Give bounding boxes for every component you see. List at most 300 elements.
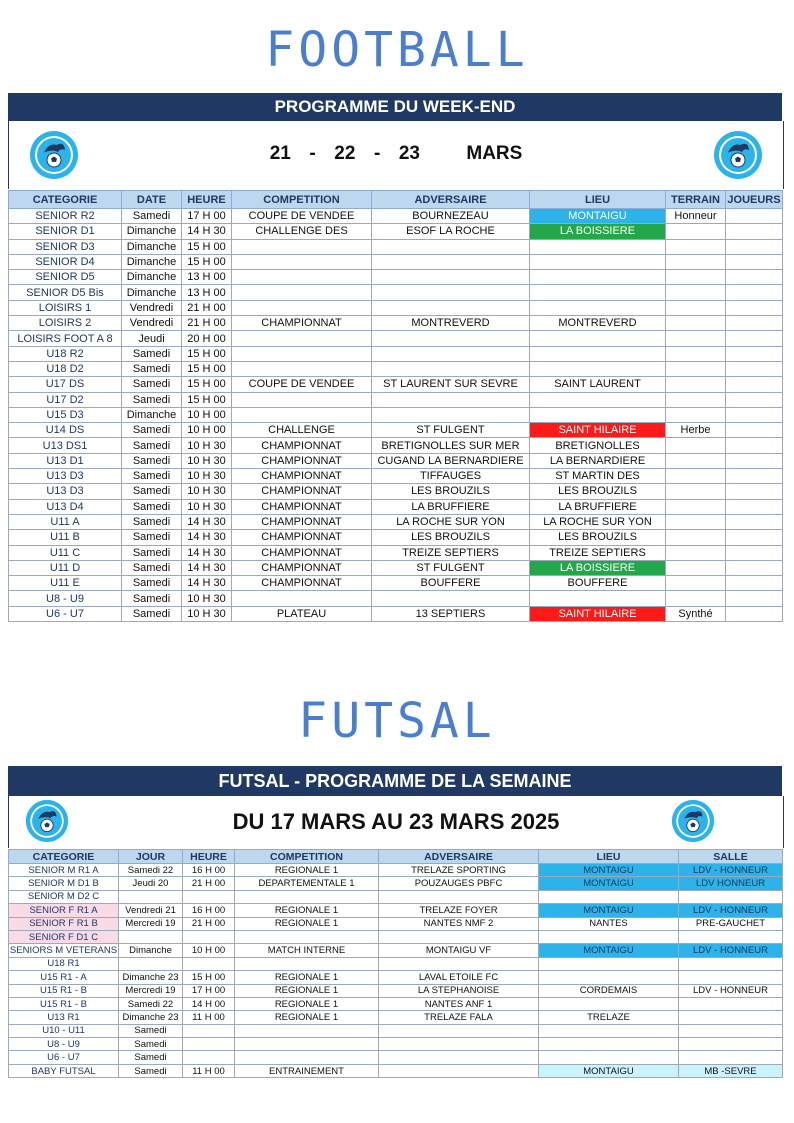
table-cell: 11 H 00 <box>183 1064 235 1077</box>
table-cell: LA BOISSIERE <box>530 560 666 575</box>
table-cell: PLATEAU <box>232 606 372 621</box>
table-cell: Samedi <box>122 576 182 591</box>
table-cell <box>666 560 726 575</box>
table-row <box>9 423 783 438</box>
table-cell: Herbe <box>666 423 726 438</box>
table-row <box>9 917 783 930</box>
table-cell <box>530 300 666 315</box>
table-cell: SENIOR F R1 A <box>9 904 119 917</box>
table-cell <box>372 254 530 269</box>
table-cell: U11 E <box>9 576 122 591</box>
table-cell <box>372 285 530 300</box>
table-cell: ST FULGENT <box>372 423 530 438</box>
table-cell: LDV - HONNEUR <box>679 984 783 997</box>
table-row <box>9 361 783 376</box>
club-logo-right <box>671 799 715 843</box>
table-cell: 13 H 00 <box>182 270 232 285</box>
table-cell <box>235 1024 379 1037</box>
table-row <box>9 877 783 890</box>
table-cell <box>119 957 183 970</box>
table-cell: BABY FUTSAL <box>9 1064 119 1077</box>
table-cell: 10 H 30 <box>182 469 232 484</box>
table-cell: U11 B <box>9 530 122 545</box>
table-row <box>9 576 783 591</box>
table-cell: COUPE DE VENDEE <box>232 209 372 224</box>
table-row <box>9 545 783 560</box>
table-cell <box>666 254 726 269</box>
table-cell: MONTAIGU <box>539 904 679 917</box>
table-row <box>9 469 783 484</box>
table-cell <box>726 285 783 300</box>
table-cell <box>726 331 783 346</box>
table-cell: LOISIRS 2 <box>9 316 122 331</box>
table-row <box>9 890 783 903</box>
table-row <box>9 270 783 285</box>
table-cell: U18 R1 <box>9 957 119 970</box>
table-cell: SAINT LAURENT <box>530 377 666 392</box>
table-cell <box>726 560 783 575</box>
table-cell: CHALLENGE DES <box>232 224 372 239</box>
table-cell: 21 H 00 <box>183 917 235 930</box>
table-cell: MATCH INTERNE <box>235 944 379 957</box>
table-cell <box>726 514 783 529</box>
table-row <box>9 285 783 300</box>
table-cell: ST LAURENT SUR SEVRE <box>372 377 530 392</box>
table-cell <box>726 254 783 269</box>
table-cell: CHAMPIONNAT <box>232 316 372 331</box>
table-cell <box>666 239 726 254</box>
table-cell: 10 H 30 <box>182 438 232 453</box>
column-header: LIEU <box>539 850 679 864</box>
table-cell: 21 H 00 <box>182 316 232 331</box>
table-row <box>9 377 783 392</box>
table-row <box>9 864 783 877</box>
table-cell: Samedi <box>122 499 182 514</box>
futsal-title: FUTSAL <box>298 693 496 749</box>
table-cell <box>666 407 726 422</box>
table-cell <box>726 423 783 438</box>
table-cell: U11 A <box>9 514 122 529</box>
table-cell <box>379 957 539 970</box>
table-cell: ENTRAINEMENT <box>235 1064 379 1077</box>
table-cell <box>726 361 783 376</box>
table-cell <box>666 576 726 591</box>
table-cell: Mercredi 19 <box>119 917 183 930</box>
table-row <box>9 560 783 575</box>
table-cell <box>539 1038 679 1051</box>
table-cell: Samedi <box>122 209 182 224</box>
table-cell <box>679 997 783 1010</box>
table-cell: 10 H 30 <box>182 606 232 621</box>
table-cell <box>379 1024 539 1037</box>
table-cell: 13 SEPTIERS <box>372 606 530 621</box>
table-cell <box>666 453 726 468</box>
table-cell <box>666 484 726 499</box>
table-cell: CHALLENGE <box>232 423 372 438</box>
table-cell <box>726 209 783 224</box>
table-cell: NANTES NMF 2 <box>379 917 539 930</box>
table-cell <box>539 971 679 984</box>
table-cell: CHAMPIONNAT <box>232 514 372 529</box>
table-cell: LES BROUZILS <box>372 530 530 545</box>
table-cell <box>666 469 726 484</box>
table-row <box>9 591 783 606</box>
table-cell: LES BROUZILS <box>372 484 530 499</box>
table-cell <box>679 1038 783 1051</box>
table-cell: REGIONALE 1 <box>235 917 379 930</box>
table-cell <box>372 300 530 315</box>
table-cell: Samedi <box>122 545 182 560</box>
football-schedule-table <box>8 190 783 622</box>
table-cell: REGIONALE 1 <box>235 984 379 997</box>
table-cell <box>539 957 679 970</box>
column-header: SALLE <box>679 850 783 864</box>
table-cell: TRELAZE FALA <box>379 1011 539 1024</box>
table-cell <box>679 930 783 943</box>
table-cell: LOISIRS FOOT A 8 <box>9 331 122 346</box>
table-cell: 14 H 30 <box>182 545 232 560</box>
table-row <box>9 957 783 970</box>
column-header: JOUEURS <box>726 191 783 209</box>
table-cell: Honneur <box>666 209 726 224</box>
table-cell: CHAMPIONNAT <box>232 499 372 514</box>
table-cell: SENIOR M R1 A <box>9 864 119 877</box>
futsal-date-box <box>8 796 784 848</box>
table-cell: 15 H 00 <box>182 392 232 407</box>
football-banner: PROGRAMME DU WEEK-END <box>8 93 782 121</box>
table-cell: ST FULGENT <box>372 560 530 575</box>
table-cell: CHAMPIONNAT <box>232 469 372 484</box>
table-cell <box>726 300 783 315</box>
table-cell: 10 H 00 <box>183 944 235 957</box>
table-cell <box>232 331 372 346</box>
table-cell: MONTAIGU <box>539 864 679 877</box>
table-cell <box>530 254 666 269</box>
column-header: CATEGORIE <box>9 191 122 209</box>
table-cell <box>666 270 726 285</box>
football-dates: 21 - 22 - 23 MARS <box>269 143 523 164</box>
table-cell <box>539 997 679 1010</box>
table-cell: U14 DS <box>9 423 122 438</box>
table-cell <box>666 224 726 239</box>
table-cell <box>666 530 726 545</box>
table-cell <box>183 1051 235 1064</box>
club-logo-icon <box>671 799 715 843</box>
table-cell: 14 H 30 <box>182 576 232 591</box>
table-cell <box>666 545 726 560</box>
column-header: HEURE <box>183 850 235 864</box>
table-row <box>9 407 783 422</box>
table-cell <box>232 407 372 422</box>
table-cell <box>379 1064 539 1077</box>
table-cell <box>726 316 783 331</box>
table-row <box>9 514 783 529</box>
table-cell: BRETIGNOLLES SUR MER <box>372 438 530 453</box>
table-cell: Samedi <box>122 606 182 621</box>
table-cell: NANTES ANF 1 <box>379 997 539 1010</box>
table-cell: Dimanche <box>122 270 182 285</box>
table-cell: U15 R1 - B <box>9 984 119 997</box>
table-cell: SENIOR D5 <box>9 270 122 285</box>
table-cell: SAINT HILAIRE <box>530 606 666 621</box>
table-row <box>9 997 783 1010</box>
table-cell: 20 H 00 <box>182 331 232 346</box>
table-row <box>9 224 783 239</box>
table-cell <box>183 1038 235 1051</box>
table-cell <box>530 270 666 285</box>
table-cell <box>726 484 783 499</box>
table-cell: Samedi <box>122 346 182 361</box>
table-cell: NANTES <box>539 917 679 930</box>
table-cell: BOUFFERE <box>372 576 530 591</box>
table-cell <box>530 346 666 361</box>
table-cell <box>666 316 726 331</box>
table-cell: LA STEPHANOISE <box>379 984 539 997</box>
table-cell: U6 - U7 <box>9 606 122 621</box>
table-cell: Samedi <box>122 469 182 484</box>
table-cell: DEPARTEMENTALE 1 <box>235 877 379 890</box>
column-header: DATE <box>122 191 182 209</box>
table-cell: LAVAL ETOILE FC <box>379 971 539 984</box>
table-row <box>9 239 783 254</box>
column-header: COMPETITION <box>232 191 372 209</box>
table-cell: POUZAUGES PBFC <box>379 877 539 890</box>
table-row <box>9 438 783 453</box>
table-cell <box>539 930 679 943</box>
table-cell: TREIZE SEPTIERS <box>530 545 666 560</box>
table-cell <box>530 407 666 422</box>
table-row <box>9 984 783 997</box>
table-cell: LES BROUZILS <box>530 530 666 545</box>
table-cell: SENIOR D4 <box>9 254 122 269</box>
table-cell: MONTAIGU <box>530 209 666 224</box>
table-row <box>9 1011 783 1024</box>
club-logo-right <box>713 130 763 180</box>
table-cell <box>679 1051 783 1064</box>
table-cell <box>666 285 726 300</box>
table-row <box>9 944 783 957</box>
table-cell: Dimanche 23 <box>119 1011 183 1024</box>
table-row <box>9 331 783 346</box>
table-cell: U10 - U11 <box>9 1024 119 1037</box>
table-cell <box>372 361 530 376</box>
table-cell <box>679 1024 783 1037</box>
table-cell: Mercredi 19 <box>119 984 183 997</box>
table-cell <box>232 361 372 376</box>
table-cell: CHAMPIONNAT <box>232 453 372 468</box>
table-row <box>9 254 783 269</box>
table-cell <box>726 407 783 422</box>
table-cell <box>530 285 666 300</box>
table-cell: SENIOR D3 <box>9 239 122 254</box>
table-cell: SENIOR R2 <box>9 209 122 224</box>
futsal-schedule-table <box>8 849 783 1078</box>
table-row <box>9 209 783 224</box>
table-cell <box>666 514 726 529</box>
table-cell: TRELAZE SPORTING <box>379 864 539 877</box>
table-cell: 16 H 00 <box>183 864 235 877</box>
table-cell: SENIOR F R1 B <box>9 917 119 930</box>
table-cell <box>726 499 783 514</box>
table-cell <box>372 331 530 346</box>
table-cell <box>726 239 783 254</box>
table-cell: CUGAND LA BERNARDIERE <box>372 453 530 468</box>
table-cell <box>726 392 783 407</box>
table-cell: Samedi <box>122 361 182 376</box>
table-cell <box>539 890 679 903</box>
table-cell <box>679 957 783 970</box>
table-cell <box>232 270 372 285</box>
table-cell: Samedi <box>119 1064 183 1077</box>
table-cell: REGIONALE 1 <box>235 997 379 1010</box>
table-cell <box>183 957 235 970</box>
table-cell: MONTAIGU <box>539 877 679 890</box>
table-cell: LA BRUFFIERE <box>372 499 530 514</box>
table-cell: SENIOR D1 <box>9 224 122 239</box>
table-cell: TIFFAUGES <box>372 469 530 484</box>
table-cell: LDV - HONNEUR <box>679 864 783 877</box>
table-cell: ST MARTIN DES <box>530 469 666 484</box>
table-cell: Samedi <box>122 560 182 575</box>
table-cell <box>235 957 379 970</box>
table-cell: LA BRUFFIERE <box>530 499 666 514</box>
table-row <box>9 1064 783 1077</box>
table-cell: 13 H 00 <box>182 285 232 300</box>
table-cell <box>372 270 530 285</box>
table-cell: TRELAZE FOYER <box>379 904 539 917</box>
table-cell: MONTAIGU VF <box>379 944 539 957</box>
table-cell: Samedi <box>122 453 182 468</box>
table-row <box>9 1038 783 1051</box>
table-cell <box>372 239 530 254</box>
table-cell <box>530 239 666 254</box>
column-header: HEURE <box>182 191 232 209</box>
table-row <box>9 1024 783 1037</box>
table-cell <box>539 1024 679 1037</box>
table-cell <box>232 254 372 269</box>
table-cell <box>726 438 783 453</box>
table-cell: LOISIRS 1 <box>9 300 122 315</box>
table-cell: 15 H 00 <box>183 971 235 984</box>
table-cell <box>726 346 783 361</box>
table-cell <box>726 270 783 285</box>
table-cell: 15 H 00 <box>182 346 232 361</box>
table-cell: Samedi <box>122 591 182 606</box>
table-cell <box>235 1051 379 1064</box>
column-header: ADVERSAIRE <box>372 191 530 209</box>
table-cell: U13 D3 <box>9 484 122 499</box>
table-cell: LDV HONNEUR <box>679 877 783 890</box>
column-header: TERRAIN <box>666 191 726 209</box>
table-row <box>9 484 783 499</box>
table-row <box>9 530 783 545</box>
table-cell: 21 H 00 <box>183 877 235 890</box>
table-cell <box>183 930 235 943</box>
table-cell <box>232 285 372 300</box>
table-cell: 14 H 30 <box>182 514 232 529</box>
table-cell <box>379 930 539 943</box>
football-title: FOOTBALL <box>265 22 529 78</box>
table-cell: 14 H 30 <box>182 224 232 239</box>
table-cell: Samedi <box>122 484 182 499</box>
table-cell <box>372 392 530 407</box>
table-cell: LA BERNARDIERE <box>530 453 666 468</box>
table-cell: BRETIGNOLLES <box>530 438 666 453</box>
table-cell: CHAMPIONNAT <box>232 545 372 560</box>
table-cell: Dimanche <box>122 224 182 239</box>
table-cell <box>119 890 183 903</box>
table-cell <box>530 361 666 376</box>
table-cell <box>379 1051 539 1064</box>
football-date-box <box>8 121 784 189</box>
table-row <box>9 606 783 621</box>
table-cell: U11 D <box>9 560 122 575</box>
table-cell: U8 - U9 <box>9 1038 119 1051</box>
table-cell: U13 D3 <box>9 469 122 484</box>
table-cell: CORDEMAIS <box>539 984 679 997</box>
table-cell <box>232 392 372 407</box>
table-cell <box>232 346 372 361</box>
table-cell: U8 - U9 <box>9 591 122 606</box>
table-cell <box>679 1011 783 1024</box>
table-row <box>9 392 783 407</box>
table-cell <box>372 346 530 361</box>
table-cell <box>666 377 726 392</box>
table-row <box>9 930 783 943</box>
table-cell: CHAMPIONNAT <box>232 576 372 591</box>
futsal-dates: DU 17 MARS AU 23 MARS 2025 <box>232 809 560 834</box>
table-cell: 14 H 30 <box>182 560 232 575</box>
table-cell <box>379 890 539 903</box>
table-row <box>9 346 783 361</box>
table-cell: TREIZE SEPTIERS <box>372 545 530 560</box>
table-cell: Samedi <box>119 1038 183 1051</box>
table-cell: Samedi <box>122 438 182 453</box>
table-cell <box>235 890 379 903</box>
table-cell <box>726 591 783 606</box>
table-cell: 10 H 00 <box>182 407 232 422</box>
table-cell: BOURNEZEAU <box>372 209 530 224</box>
table-cell <box>235 1038 379 1051</box>
table-cell: Samedi 22 <box>119 864 183 877</box>
club-logo-icon <box>713 130 763 180</box>
table-cell: LES BROUZILS <box>530 484 666 499</box>
table-row <box>9 316 783 331</box>
table-row <box>9 971 783 984</box>
table-cell: Jeudi 20 <box>119 877 183 890</box>
table-cell: Dimanche <box>122 285 182 300</box>
table-cell: Samedi <box>119 1051 183 1064</box>
table-cell: 14 H 30 <box>182 530 232 545</box>
table-cell: 14 H 00 <box>183 997 235 1010</box>
table-cell: U17 DS <box>9 377 122 392</box>
table-cell <box>726 545 783 560</box>
table-cell: LDV - HONNEUR <box>679 904 783 917</box>
table-cell: Vendredi <box>122 316 182 331</box>
table-cell: 15 H 00 <box>182 254 232 269</box>
table-cell: 11 H 00 <box>183 1011 235 1024</box>
table-cell: LA ROCHE SUR YON <box>372 514 530 529</box>
table-cell: MB -SEVRE <box>679 1064 783 1077</box>
table-cell: U18 R2 <box>9 346 122 361</box>
table-cell: 10 H 00 <box>182 423 232 438</box>
table-cell <box>666 438 726 453</box>
table-cell: MONTAIGU <box>539 944 679 957</box>
table-cell: 15 H 00 <box>182 239 232 254</box>
table-cell <box>235 930 379 943</box>
table-cell: SENIORS M VETERANS <box>9 945 118 957</box>
table-row <box>9 300 783 315</box>
